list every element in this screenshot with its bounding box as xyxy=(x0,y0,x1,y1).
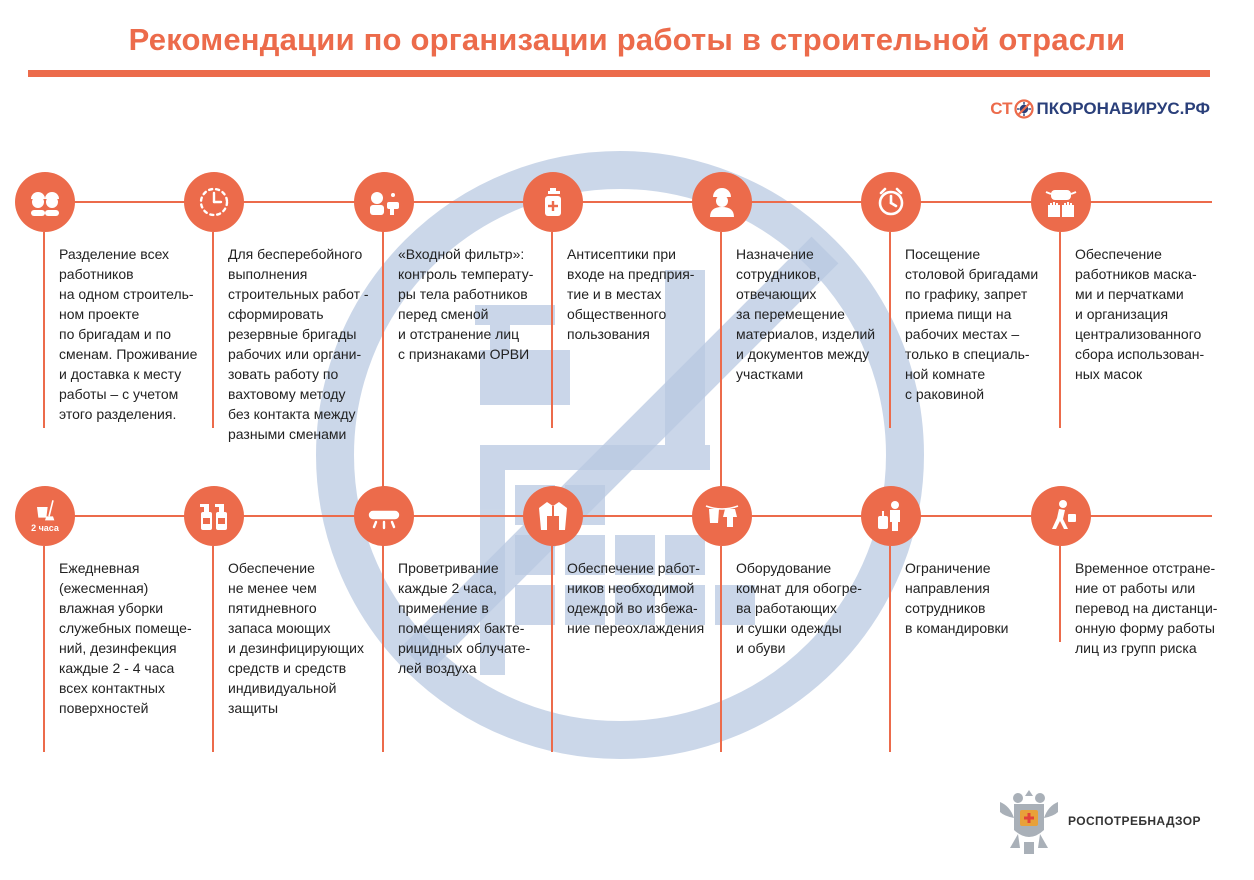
item-text: Антисептики при входе на предприя- тие и в местах общественного пользования xyxy=(567,246,695,342)
clock-icon xyxy=(184,172,244,232)
item-connector xyxy=(43,546,45,752)
item-text: Посещение столовой бригадами по графику, запрет приема пищи на рабочих местах – только в специаль- ной комнате с раковиной xyxy=(905,246,1039,402)
item-text: Разделение всех работников на одном строитель- ном проекте по бригадам и по сменам. Проживание и доставка к месту работы – с учетом этого разделения. xyxy=(59,246,198,422)
item-text: Обеспечение не менее чем пятидневного запаса моющих и дезинфицирующих средств и средств индивидуальной защиты xyxy=(228,560,364,716)
item-connector xyxy=(382,546,384,752)
item-connector xyxy=(551,232,553,428)
item-connector xyxy=(1059,546,1061,642)
double-headed-eagle-emblem-icon xyxy=(996,784,1062,858)
item-text: Для бесперебойного выполнения строительных работ - сформировать резервные бригады рабочих или органи- зовать работу по вахтовому методу без контакта между разными сменами xyxy=(228,246,369,442)
drying-clothes-icon xyxy=(692,486,752,546)
item-connector xyxy=(720,546,722,752)
item-text: Временное отстране- ние от работы или перевод на дистанци- онную форму работы лиц из групп риска xyxy=(1075,560,1218,656)
item-text: Назначение сотрудников, отвечающих за перемещение материалов, изделий и документов между участками xyxy=(736,246,876,382)
brand-part2: ПКОРОНАВИРУС.РФ xyxy=(1036,99,1210,118)
item-text: Оборудование комнат для обогре- ва работающих и сушки одежды и обуви xyxy=(736,560,862,656)
org-logo xyxy=(996,784,1201,858)
item-text: «Входной фильтр»: контроль температу- ры тела работников перед сменой и отстранение лиц с признаками ОРВИ xyxy=(398,246,534,362)
walking-person-icon xyxy=(1031,486,1091,546)
item-connector xyxy=(212,546,214,752)
jacket-icon xyxy=(523,486,583,546)
org-name: РОСПОТРЕБНАДЗОР xyxy=(1068,814,1201,828)
item-connector xyxy=(889,232,891,428)
item-connector xyxy=(382,232,384,488)
worker-icon xyxy=(692,172,752,232)
mask-gloves-icon xyxy=(1031,172,1091,232)
temperature-check-icon xyxy=(354,172,414,232)
traveler-icon xyxy=(861,486,921,546)
item-connector xyxy=(43,232,45,428)
item-connector xyxy=(889,546,891,752)
schedule-clock-icon xyxy=(861,172,921,232)
item-text: Проветривание каждые 2 часа, применение в помещениях бакте- рицидных облучате- лей воздуха xyxy=(398,560,531,676)
uv-lamp-icon xyxy=(354,486,414,546)
virus-stop-icon xyxy=(1013,98,1035,120)
badge-2h: 2 часа xyxy=(31,523,59,533)
brand-part1: СТ xyxy=(990,99,1013,118)
item-connector xyxy=(720,232,722,488)
antiseptic-bottle-icon xyxy=(523,172,583,232)
page-title: Рекомендации по организации работы в строительной отрасли xyxy=(128,22,1126,57)
item-connector xyxy=(551,546,553,752)
spray-bottles-icon xyxy=(184,486,244,546)
brand-logo[interactable] xyxy=(990,98,1210,120)
item-text: Ограничение направления сотрудников в командировки xyxy=(905,560,1009,636)
item-text: Обеспечение работников маска- ми и перчатками и организация централизованного сбора использован- ных масок xyxy=(1075,246,1205,382)
item-text: Ежедневная (ежесменная) влажная уборки служебных помеще- ний, дезинфекция каждые 2 - 4 часа всех контактных поверхностей xyxy=(59,560,192,716)
workers-helmets-icon xyxy=(15,172,75,232)
item-connector xyxy=(1059,232,1061,428)
item-text: Обеспечение работ- ников необходимой одеждой во избежа- ние переохлаждения xyxy=(567,560,705,636)
item-connector xyxy=(212,232,214,428)
title-rule xyxy=(28,70,1210,77)
cleaning-bucket-icon xyxy=(15,486,75,546)
